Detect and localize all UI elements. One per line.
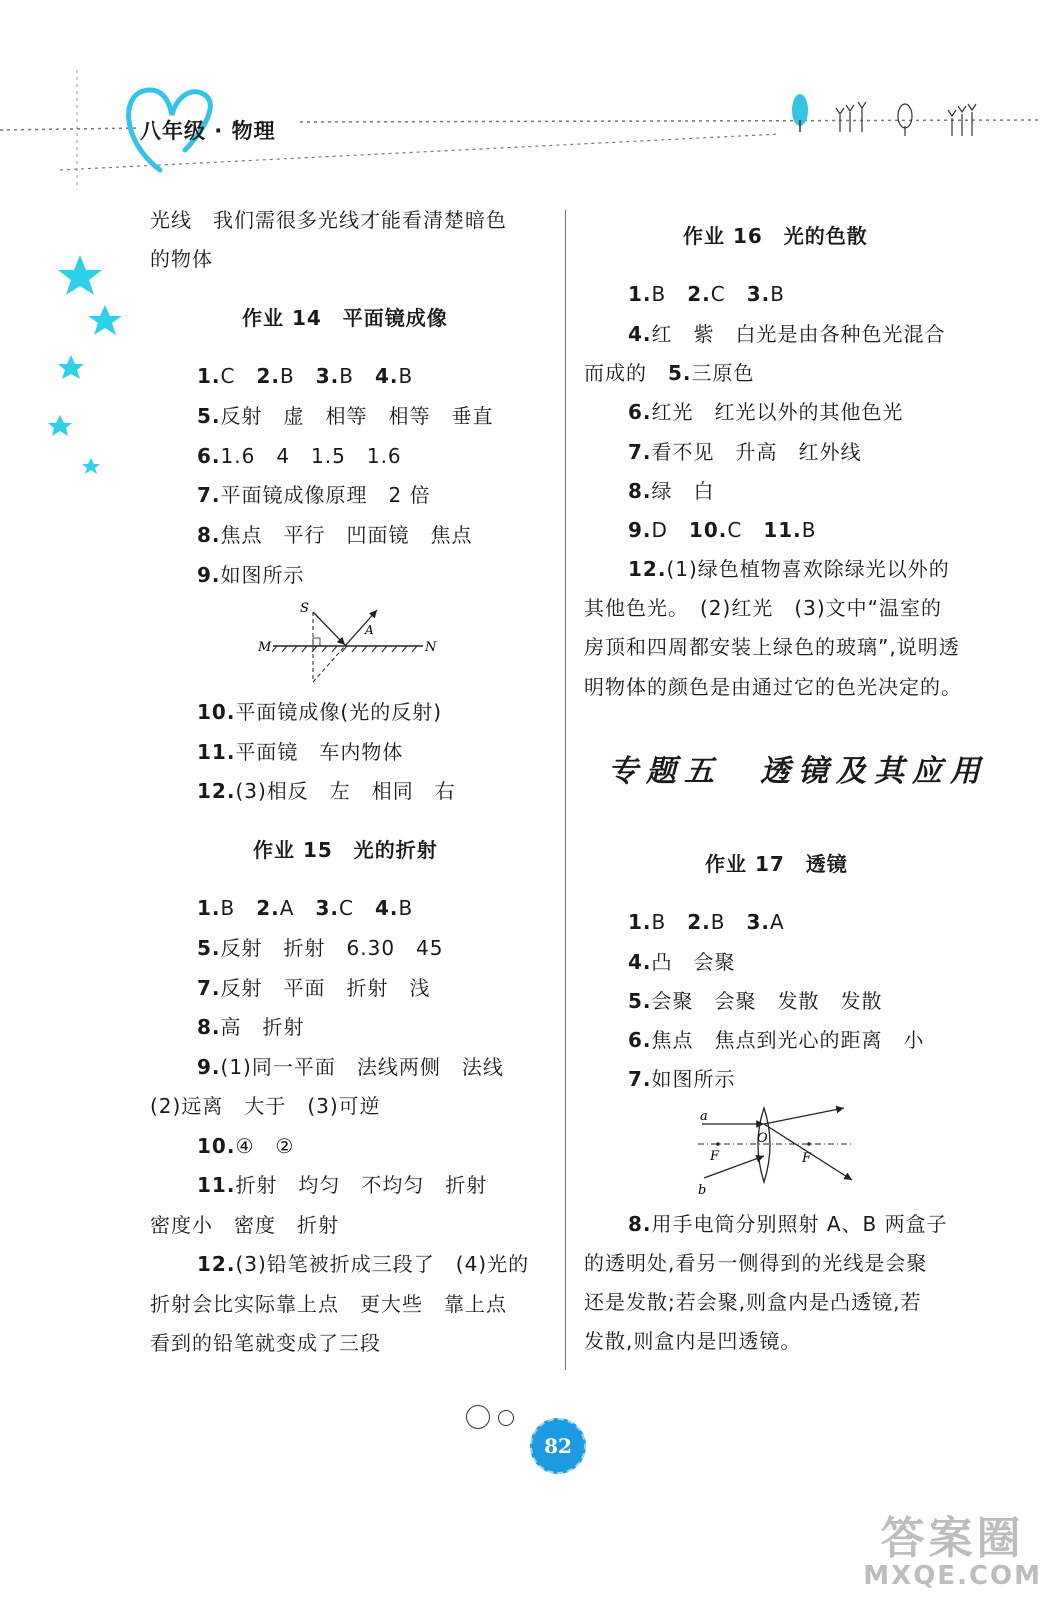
star-icons <box>40 250 130 490</box>
hw16-line-8: 8.绿 白 <box>628 479 715 503</box>
hw14-items <box>197 364 413 388</box>
label-a: a <box>700 1109 708 1124</box>
watermark-line-1: 答案圈 <box>880 1513 1025 1564</box>
hw15-line-5: 5.反射 折射 6.30 45 <box>197 936 444 960</box>
topic-5-title: 专题五 透镜及其应用 <box>608 754 988 789</box>
hw14-line-11: 11.平面镜 车内物体 <box>197 740 404 764</box>
page-number: 82 <box>530 1418 586 1474</box>
hw15-line-9b: (2)远离 大于 (3)可逆 <box>150 1094 381 1118</box>
hw16-title: 作业 16 光的色散 <box>683 224 868 248</box>
item-text: B <box>280 364 316 388</box>
hw17-line-6: 6.焦点 焦点到光心的距离 小 <box>628 1028 925 1052</box>
hw15-line-9: 9.(1)同一平面 法线两侧 法线 <box>197 1055 504 1079</box>
label-f-right: F <box>802 1151 812 1166</box>
label-s: S <box>300 601 309 616</box>
item-number: 2. <box>256 364 280 388</box>
label-a: A <box>365 623 374 637</box>
hw15-line-7: 7.反射 平面 折射 浅 <box>197 976 431 1000</box>
hw15-line-10: 10.④ ② <box>197 1134 295 1158</box>
hw16-line-12: 12.(1)绿色植物喜欢除绿光以外的 <box>628 557 950 581</box>
hw17-line-8b: 的透明处,看另一侧得到的光线是会聚 <box>584 1251 928 1275</box>
hw17-line-8d: 发散,则盒内是凹透镜。 <box>584 1329 802 1353</box>
hw17-items: 1.B 2.B 3.A <box>628 910 785 934</box>
hw15-items: 1.B 2.A 3.C 4.B <box>197 896 414 920</box>
item-text: C <box>220 364 257 388</box>
item-text: B <box>398 364 414 388</box>
hw17-title: 作业 17 透镜 <box>705 852 848 876</box>
hw15-line-12: 12.(3)铅笔被折成三段了 (4)光的 <box>197 1252 530 1276</box>
hw16-line-12d: 明物体的颜色是由通过它的色光决定的。 <box>584 675 962 699</box>
hw15-line-12b: 折射会比实际靠上点 更大些 靠上点 <box>150 1292 507 1316</box>
hw14-title: 作业 14 平面镜成像 <box>242 306 448 330</box>
watermark-line-2: MXQE.COM <box>863 1561 1042 1591</box>
star-icon <box>48 415 72 436</box>
star-icon <box>58 255 102 295</box>
hw17-line-7: 7.如图所示 <box>628 1067 736 1091</box>
hw15-title: 作业 15 光的折射 <box>253 838 438 862</box>
hw16-line-6: 6.红光 红光以外的其他色光 <box>628 400 904 424</box>
star-icon <box>82 458 100 474</box>
hw15-line-11: 11.折射 均匀 不均匀 折射 <box>197 1173 488 1197</box>
watermark <box>863 1513 1042 1591</box>
hw14-line-6: 6.1.6 4 1.5 1.6 <box>197 444 402 468</box>
item-number: 3. <box>315 364 340 388</box>
star-icon <box>88 305 122 335</box>
hw14-line-7: 7.平面镜成像原理 2 倍 <box>197 483 431 507</box>
intro-line-1: 光线 我们需很多光线才能看清楚暗色 <box>150 208 507 232</box>
item-number: 1. <box>197 364 221 388</box>
label-o: O <box>757 1131 768 1146</box>
hw17-line-8c: 还是发散;若会聚,则盒内是凸透镜,若 <box>584 1290 922 1314</box>
header-title: 八年级 · 物理 <box>140 119 276 143</box>
hw17-line-4: 4.凸 会聚 <box>628 950 736 974</box>
hw16-line-12b: 其他色光。 (2)红光 (3)文中“温室的 <box>584 596 943 620</box>
hw15-line-11b: 密度小 密度 折射 <box>150 1213 339 1237</box>
plane-mirror-diagram <box>255 598 445 688</box>
item-number: 4. <box>374 364 399 388</box>
label-f-left: F <box>710 1149 720 1164</box>
hw14-line-9: 9.如图所示 <box>197 563 305 587</box>
hw16-line-4b: 而成的 5.三原色 <box>584 361 755 385</box>
label-b: b <box>698 1183 707 1198</box>
hw16-items: 1.B 2.C 3.B <box>628 282 785 306</box>
hw15-line-12c: 看到的铅笔就变成了三段 <box>150 1331 381 1355</box>
item-text: B <box>339 364 375 388</box>
column-divider <box>565 210 566 1370</box>
hw14-line-5: 5.反射 虚 相等 相等 垂直 <box>197 404 494 428</box>
intro-line-2: 的物体 <box>150 247 213 271</box>
circle-decoration <box>466 1405 490 1429</box>
label-m: M <box>258 640 272 655</box>
circle-decoration <box>498 1410 514 1426</box>
hw16-line-12c: 房顶和四周都安装上绿色的玻璃”,说明透 <box>584 635 960 659</box>
hw14-line-12: 12.(3)相反 左 相同 右 <box>197 779 456 803</box>
convex-lens-diagram <box>694 1102 859 1198</box>
hw14-line-10: 10.平面镜成像(光的反射) <box>197 700 443 724</box>
hw15-line-8: 8.高 折射 <box>197 1015 305 1039</box>
hw16-line-9: 9.D 10.C 11.B <box>628 518 817 542</box>
hw16-line-7: 7.看不见 升高 红外线 <box>628 440 862 464</box>
hw17-line-8: 8.用手电筒分别照射 A、B 两盒子 <box>628 1212 948 1236</box>
hw16-line-4: 4.红 紫 白光是由各种色光混合 <box>628 322 946 346</box>
hw14-line-8: 8.焦点 平行 凹面镜 焦点 <box>197 523 473 547</box>
label-n: N <box>425 640 437 655</box>
star-icon <box>58 355 84 379</box>
hw17-line-5: 5.会聚 会聚 发散 发散 <box>628 989 883 1013</box>
